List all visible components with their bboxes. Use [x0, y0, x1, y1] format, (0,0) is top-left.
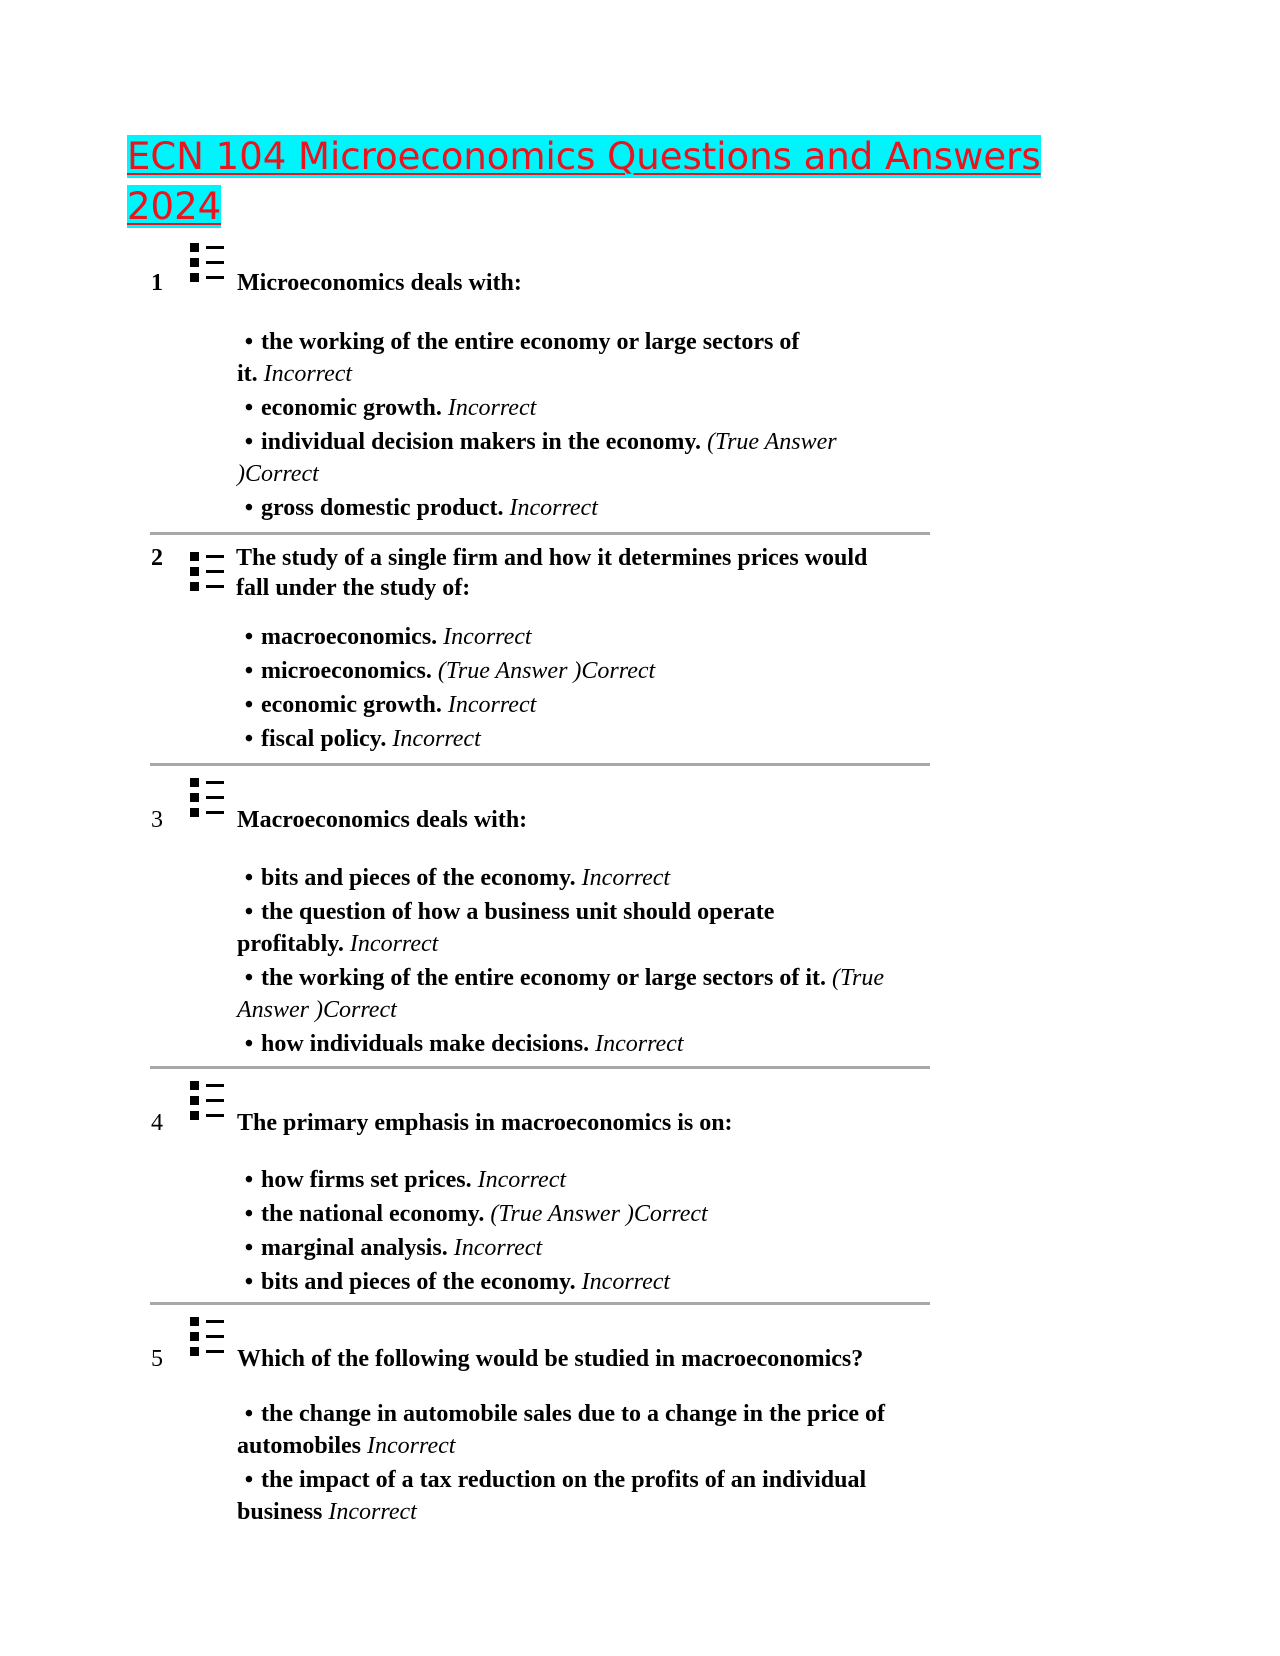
list-icon: [188, 1078, 228, 1126]
question-text: The study of a single firm and how it determines prices would fall under the study of:: [236, 545, 868, 601]
option-result: (True Answer )Correct: [237, 965, 884, 1023]
option-result: Incorrect: [263, 361, 353, 387]
question-text: Microeconomics deals with:: [237, 270, 522, 296]
option-result: (True Answer )Correct: [490, 1201, 708, 1227]
option-result: Incorrect: [328, 1499, 417, 1525]
option-result: Incorrect: [509, 495, 598, 521]
question-number: 3: [151, 807, 163, 833]
option-result: Incorrect: [581, 1269, 671, 1295]
option-item: • microeconomics. (True Answer )Correct: [244, 658, 656, 684]
question-number: 4: [151, 1110, 163, 1136]
option-item: • how firms set prices. Incorrect: [244, 1167, 567, 1193]
option-item: • bits and pieces of the economy. Incorrect: [244, 865, 671, 891]
option-result: Incorrect: [443, 624, 532, 650]
option-item: • gross domestic product. Incorrect: [244, 495, 598, 521]
option-item: • macroeconomics. Incorrect: [244, 624, 532, 650]
question-number: 5: [151, 1346, 163, 1372]
option-item: • marginal analysis. Incorrect: [244, 1235, 543, 1261]
list-icon: [188, 240, 228, 288]
question-text: Macroeconomics deals with:: [237, 807, 528, 833]
option-item: • the change in automobile sales due to a change in the price of automobiles Incorrect: [237, 1401, 885, 1459]
question-number: 1: [151, 270, 163, 296]
document-title: ECN 104 Microeconomics Questions and Answers 2024: [127, 135, 1041, 228]
option-result: Incorrect: [367, 1433, 456, 1459]
option-item: • fiscal policy. Incorrect: [244, 726, 481, 752]
answer-options: [237, 1398, 907, 1530]
option-item: • bits and pieces of the economy. Incorrect: [244, 1269, 671, 1295]
answer-options: [237, 326, 837, 526]
option-result: (True Answer )Correct: [437, 658, 656, 684]
option-item: • the question of how a business unit should operate profitably. Incorrect: [237, 899, 775, 957]
option-item: • economic growth. Incorrect: [244, 692, 537, 718]
answer-options: [237, 621, 927, 757]
question-text: Which of the following would be studied in macroeconomics?: [237, 1346, 864, 1372]
option-item: • the working of the entire economy or large sectors of it. Incorrect: [237, 329, 800, 387]
option-result: Incorrect: [595, 1031, 684, 1057]
question-divider: [150, 1066, 930, 1069]
question-divider: [150, 763, 930, 766]
answer-options: [237, 862, 907, 1062]
list-icon: [188, 1314, 228, 1362]
option-item: • the working of the entire economy or large sectors of it. (True Answer )Correct: [237, 965, 884, 1023]
option-result: Incorrect: [581, 865, 671, 891]
option-item: • how individuals make decisions. Incorrect: [244, 1031, 684, 1057]
list-icon: [188, 775, 228, 823]
option-item: • economic growth. Incorrect: [244, 395, 537, 421]
option-result: Incorrect: [447, 692, 537, 718]
option-item: • the impact of a tax reduction on the profits of an individual business Incorrect: [237, 1467, 867, 1525]
option-item: • the national economy. (True Answer )Correct: [244, 1201, 708, 1227]
option-result: Incorrect: [392, 726, 481, 752]
question-divider: [150, 1302, 930, 1305]
question-divider: [150, 532, 930, 535]
option-result: (True Answer )Correct: [237, 429, 837, 487]
option-result: Incorrect: [447, 395, 537, 421]
question-number: 2: [151, 545, 163, 571]
option-result: Incorrect: [477, 1167, 567, 1193]
question-text: The primary emphasis in macroeconomics is on:: [237, 1110, 733, 1136]
option-item: • individual decision makers in the economy. (True Answer )Correct: [237, 429, 837, 487]
answer-options: [237, 1164, 927, 1300]
option-result: Incorrect: [349, 931, 439, 957]
list-icon: [188, 549, 228, 597]
option-result: Incorrect: [453, 1235, 543, 1261]
